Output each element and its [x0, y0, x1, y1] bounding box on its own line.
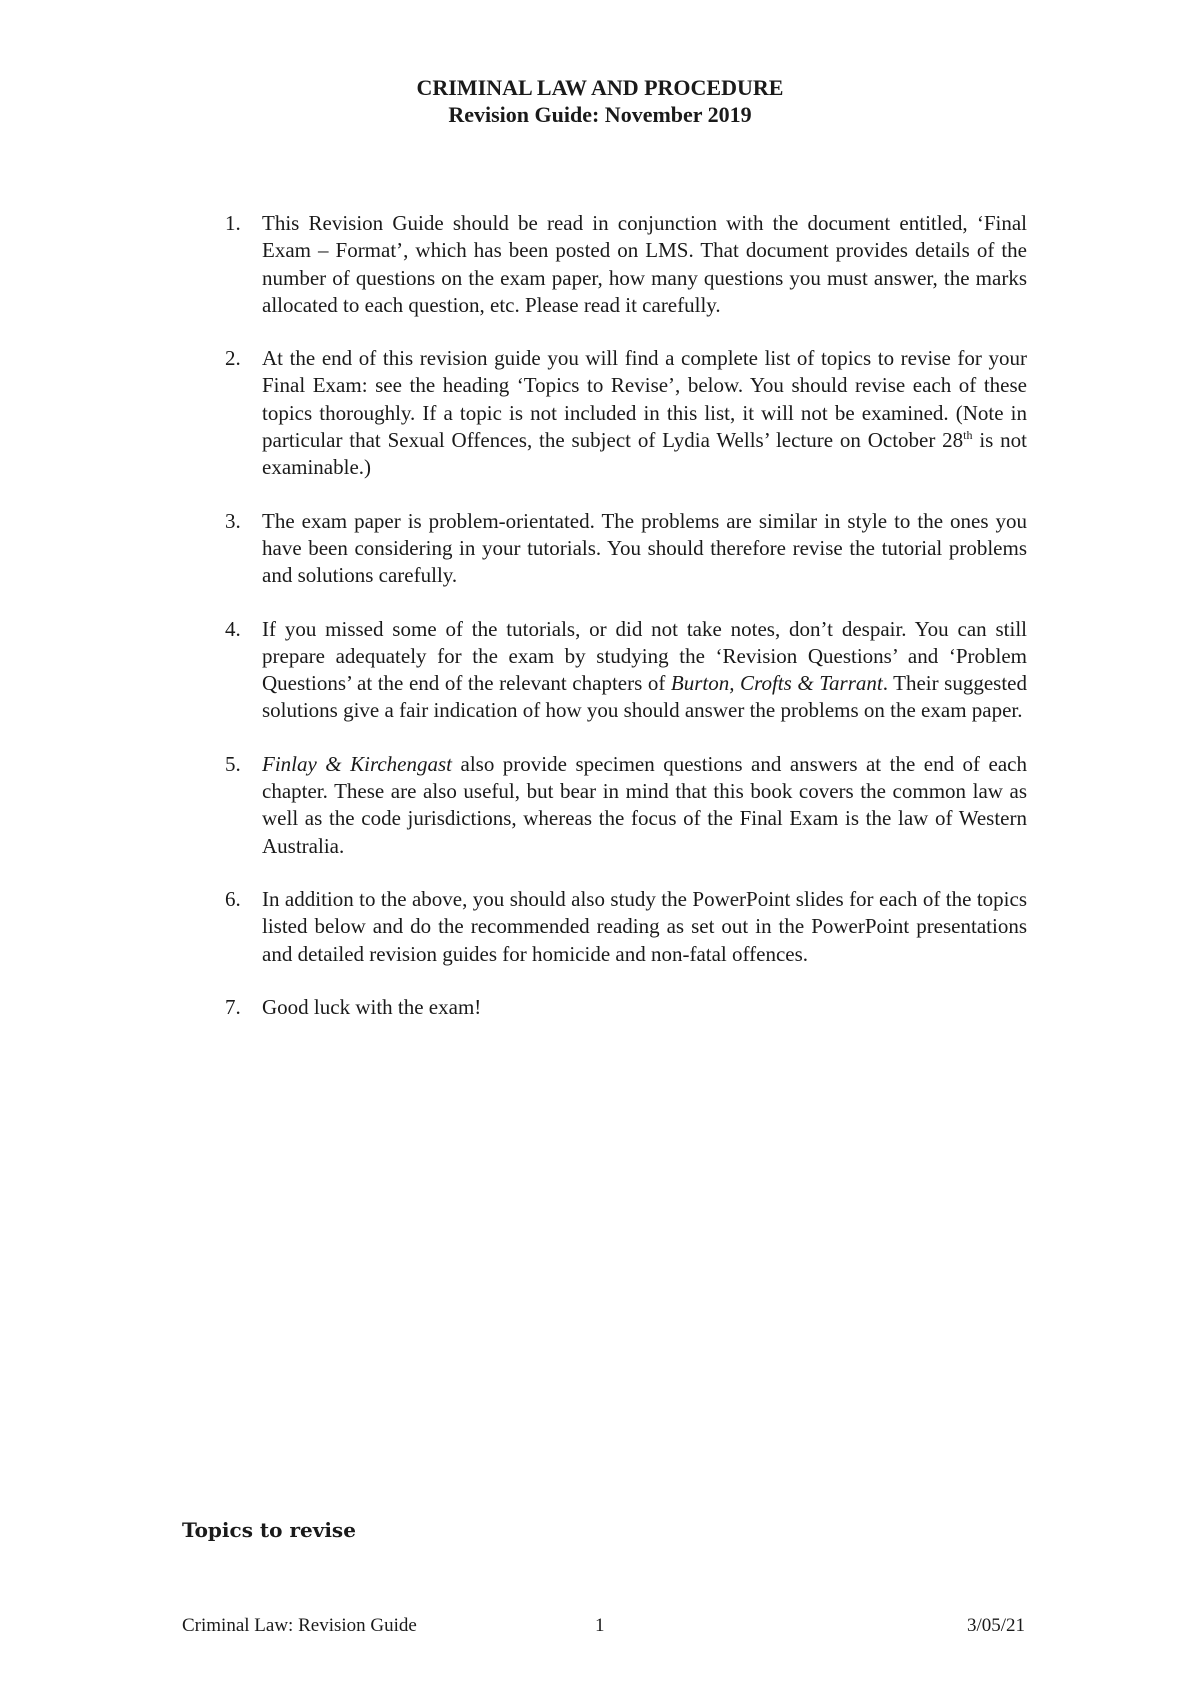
- item-number: 7.: [225, 994, 241, 1019]
- item-text: [262, 345, 1027, 481]
- item-text-part: If you missed some of the tutorials, or did not take notes, don’t despair. You can still prepare adequately for the exam by studying the ‘Revision Questions’ and ‘Problem Questions’ at the end of the relevant chapters of: [262, 616, 1027, 696]
- item-number: 3.: [225, 508, 241, 533]
- list-item: [225, 345, 1027, 481]
- book-title: Finlay & Kirchengast: [262, 751, 453, 776]
- revision-list: [225, 210, 1027, 1047]
- item-text-part: also provide specimen questions and answers at the end of each chapter. These are also useful, but bear in mind that this book covers the common law as well as the code jurisdictions, whereas the focus of the Final Exam is the law of Western Australia.: [262, 751, 1027, 858]
- ordinal-suffix: th: [963, 428, 973, 443]
- book-title: Burton, Crofts & Tarrant: [670, 671, 883, 696]
- footer-title: Criminal Law: Revision Guide: [182, 1615, 417, 1636]
- list-item: [225, 210, 1027, 319]
- item-number: 1.: [225, 211, 241, 235]
- list-item: [225, 886, 1027, 968]
- list-item: [225, 508, 1027, 590]
- item-number: 6.: [225, 886, 241, 911]
- item-number: 2.: [225, 346, 241, 371]
- footer-date: 3/05/21: [966, 1615, 1025, 1636]
- item-text: [262, 616, 1027, 725]
- item-text: In addition to the above, you should also study the PowerPoint slides for each of the topics listed below and do the recommended reading as set out in the PowerPoint presentations and detailed revision guides for homicide and non-fatal offences.: [262, 886, 1027, 966]
- item-text: Good luck with the exam!: [262, 994, 482, 1019]
- item-text-part: . Their suggested solutions give a fair indication of how you should answer the problems on the exam paper.: [262, 671, 1028, 723]
- document-title: CRIMINAL LAW AND PROCEDURE: [416, 75, 784, 100]
- document-header: [0, 74, 1200, 128]
- item-text-part: is not examinable.): [262, 428, 1027, 480]
- list-item: [225, 994, 1027, 1021]
- item-text: The exam paper is problem-orientated. The problems are similar in style to the ones you have been considering in your tutorials. You should therefore revise the tutorial problems and solutions carefully.: [262, 508, 1027, 588]
- list-item: [225, 616, 1027, 725]
- item-number: 5.: [225, 751, 241, 776]
- item-text: [262, 751, 1027, 860]
- document-subtitle: Revision Guide: November 2019: [448, 102, 752, 127]
- item-text: This Revision Guide should be read in conjunction with the document entitled, ‘Final Exam – Format’, which has been posted on LMS. That document provides details of the number of questions on the exam paper, how many questions you must answer, the marks allocated to each question, etc. Please read it carefully.: [262, 211, 1027, 317]
- page-number: 1: [595, 1615, 605, 1636]
- item-number: 4.: [225, 616, 241, 641]
- list-item: [225, 751, 1027, 860]
- item-text-part: At the end of this revision guide you will find a complete list of topics to revise for your Final Exam: see the heading ‘Topics to Revise’, below. You should revise each of these topics thoroughly. If a topic is not included in this list, it will not be examined. (Note in particular that Sexual Offences, the subject of Lydia Wells’ lecture on October 28: [262, 346, 1027, 453]
- section-heading-topics: Topics to revise: [182, 1518, 356, 1542]
